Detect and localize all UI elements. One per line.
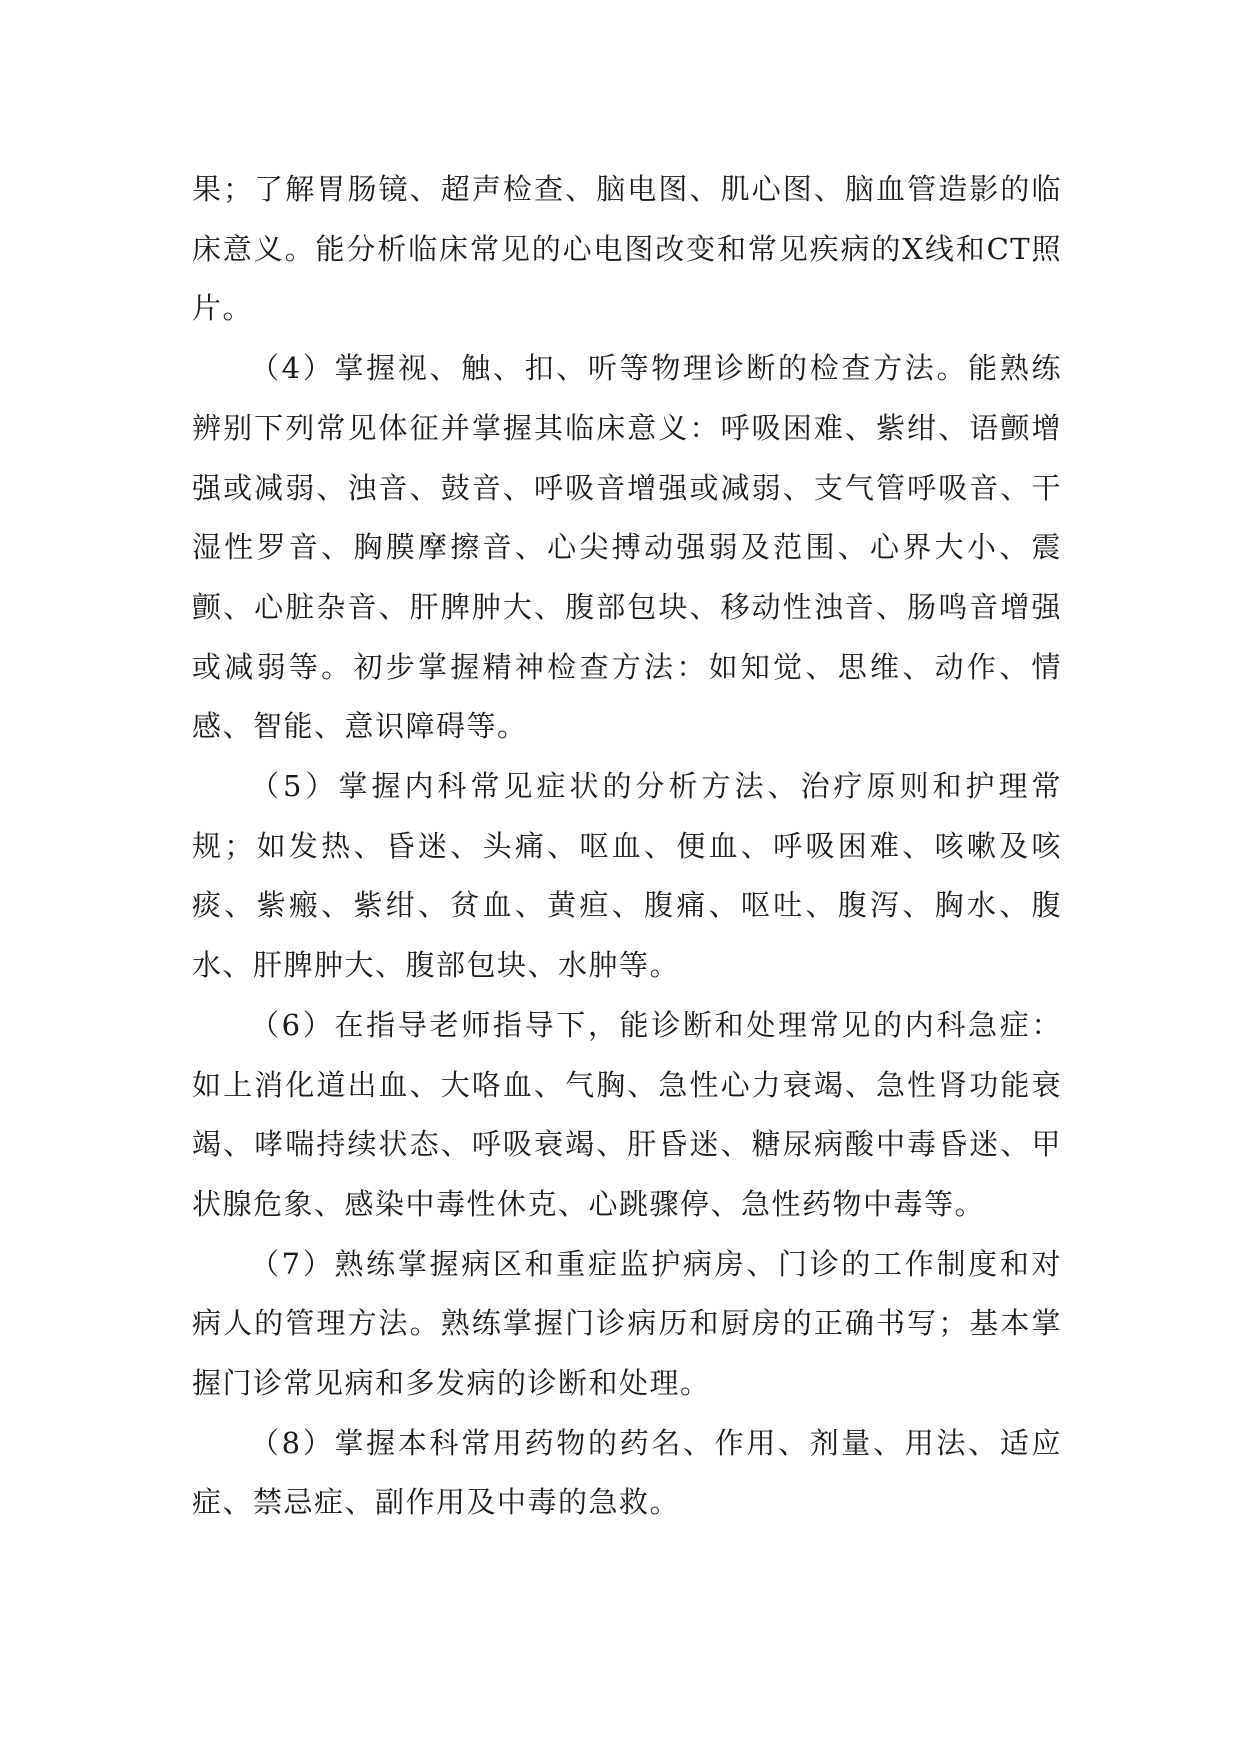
paragraph-item-4: （4）掌握视、触、扣、听等物理诊断的检查方法。能熟练辨别下列常见体征并掌握其临床意义：呼吸困难、紫绀、语颤增强或减弱、浊音、鼓音、呼吸音增强或减弱、支气管呼吸音、干湿性罗音、胸膜摩擦音、心尖搏动强弱及范围、心界大小、震颤、心脏杂音、肝脾肿大、腹部包块、移动性浊音、肠鸣音增强或减弱等。初步掌握精神检查方法：如知觉、思维、动作、情感、智能、意识障碍等。 bbox=[192, 351, 1062, 744]
paragraph-item-5: （5）掌握内科常见症状的分析方法、治疗原则和护理常规；如发热、昏迷、头痛、呕血、便血、呼吸困难、咳嗽及咳痰、紫瘢、紫绀、贫血、黄疸、腹痛、呕吐、腹泻、胸水、腹水、肝脾肿大、腹部包块、水肿等。 bbox=[192, 769, 1062, 983]
paragraph-item-6: （6）在指导老师指导下，能诊断和处理常见的内科急症：如上消化道出血、大咯血、气胸、急性心力衰竭、急性肾功能衰竭、哮喘持续状态、呼吸衰竭、肝昏迷、糖尿病酸中毒昏迷、甲状腺危象、感染中毒性休克、心跳骤停、急性药物中毒等。 bbox=[192, 1007, 1062, 1221]
document-body bbox=[192, 160, 1062, 1533]
paragraph-item-7: （7）熟练掌握病区和重症监护病房、门诊的工作制度和对病人的管理方法。熟练掌握门诊病历和厨房的正确书写；基本掌握门诊常见病和多发病的诊断和处理。 bbox=[192, 1246, 1062, 1401]
paragraph-continuation: 果；了解胃肠镜、超声检查、脑电图、肌心图、脑血管造影的临床意义。能分析临床常见的心电图改变和常见疾病的X线和CT照片。 bbox=[192, 172, 1062, 326]
paragraph-item-8: （8）掌握本科常用药物的药名、作用、剂量、用法、适应症、禁忌症、副作用及中毒的急救。 bbox=[192, 1425, 1062, 1520]
